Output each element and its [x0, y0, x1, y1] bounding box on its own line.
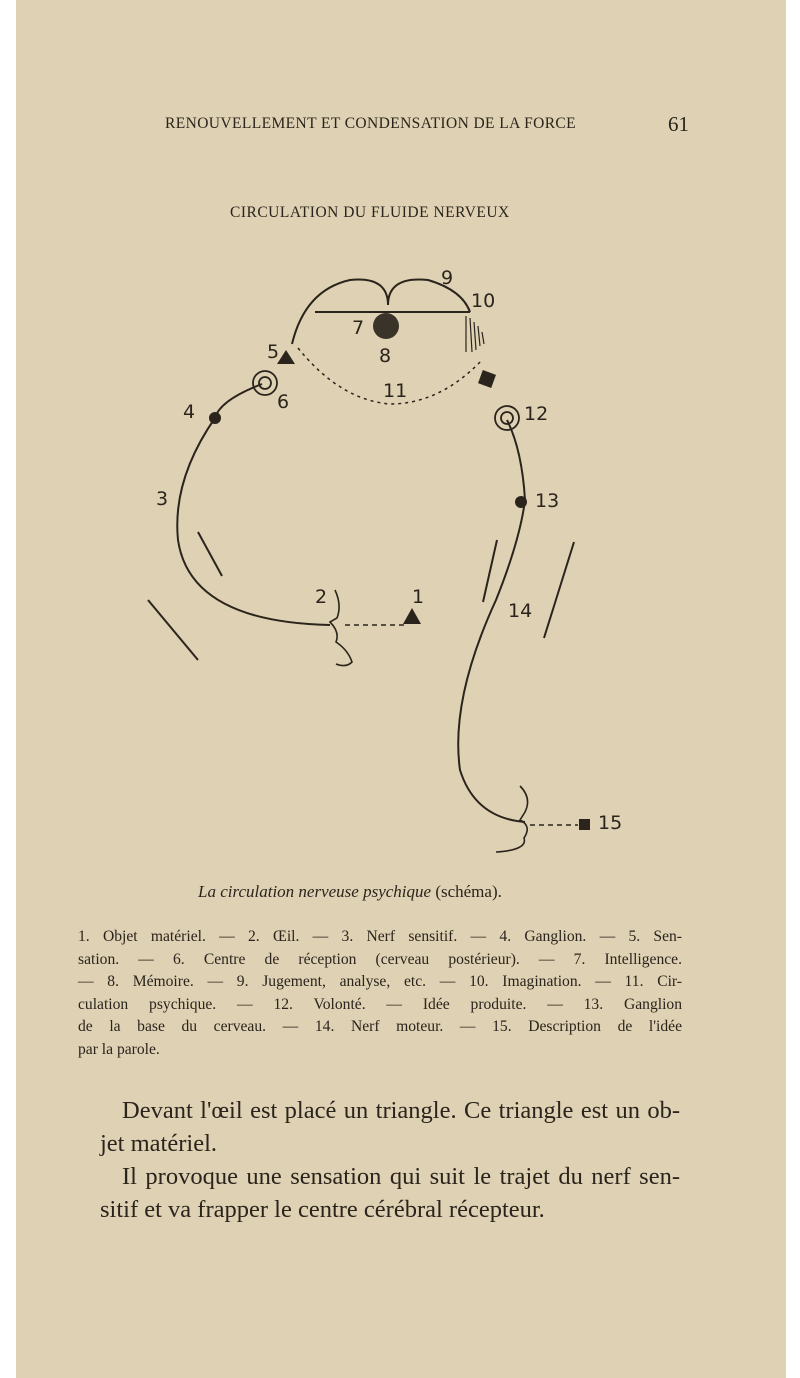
arrow-sensory-outer: [148, 600, 198, 660]
label-15: 15: [598, 812, 623, 834]
label-13: 13: [535, 490, 560, 512]
label-9: 9: [441, 267, 454, 289]
legend-line: — 8. Mémoire. — 9. Jugement, analyse, etc. — 10. Imagination. — 11. Cir-: [78, 973, 682, 990]
page-number: 61: [668, 112, 689, 136]
arrow-motor-outer: [544, 542, 574, 638]
label-11: 11: [383, 380, 408, 402]
reception-centre-outer: [253, 371, 277, 395]
object-triangle: [403, 608, 421, 624]
reception-centre-inner: [259, 377, 271, 389]
volition-square: [478, 370, 496, 388]
body-line: sitif et va frapper le centre cérébral récepteur.: [100, 1196, 545, 1223]
caption-plain: (schéma).: [435, 882, 502, 901]
legend-line: 1. Objet matériel. — 2. Œil. — 3. Nerf sensitif. — 4. Ganglion. — 5. Sen-: [78, 928, 682, 945]
sensory-nerve: [177, 384, 330, 625]
ganglion-dot: [209, 412, 221, 424]
legend-line: culation psychique. — 12. Volonté. — Idée produite. — 13. Ganglion: [78, 995, 682, 1013]
arrow-sensory-inner: [198, 532, 222, 576]
intelligence-ball: [373, 313, 399, 339]
face-profile-mouth: [496, 786, 528, 852]
label-8: 8: [379, 345, 392, 367]
caption-italic: La circulation nerveuse psychique: [198, 882, 432, 901]
legend-line: de la base du cerveau. — 14. Nerf moteur. — 15. Description de l'idée: [78, 1018, 682, 1035]
figure-caption: [198, 882, 502, 902]
body-line: jet matériel.: [100, 1130, 217, 1157]
label-12: 12: [524, 403, 549, 425]
figure-legend: [78, 926, 682, 1061]
label-4: 4: [183, 401, 196, 423]
label-5: 5: [267, 341, 280, 363]
will-centre-outer: [495, 406, 519, 430]
speech-square: [579, 819, 590, 830]
label-1: 1: [412, 586, 425, 608]
running-title: RENOUVELLEMENT ET CONDENSATION DE LA FORCE: [165, 115, 577, 132]
label-7: 7: [352, 317, 365, 339]
label-3: 3: [156, 488, 169, 510]
label-6: 6: [277, 391, 290, 413]
base-ganglion-dot: [515, 496, 527, 508]
label-2: 2: [315, 586, 328, 608]
legend-line: sation. — 6. Centre de réception (cerveau postérieur). — 7. Intelligence.: [78, 950, 682, 968]
face-profile-eye: [330, 590, 352, 666]
sensation-triangle: [277, 350, 295, 364]
body-line: Devant l'œil est placé un triangle. Ce triangle est un ob-: [122, 1097, 680, 1124]
label-14: 14: [508, 600, 533, 622]
label-10: 10: [471, 290, 496, 312]
body-line: Il provoque une sensation qui suit le trajet du nerf sen-: [122, 1163, 680, 1190]
imagination-hatching: [466, 316, 484, 352]
body-paragraphs: [100, 1094, 680, 1226]
legend-line: par la parole.: [78, 1040, 160, 1058]
arrow-motor-inner: [483, 540, 497, 602]
figure-title: CIRCULATION DU FLUIDE NERVEUX: [230, 204, 510, 221]
